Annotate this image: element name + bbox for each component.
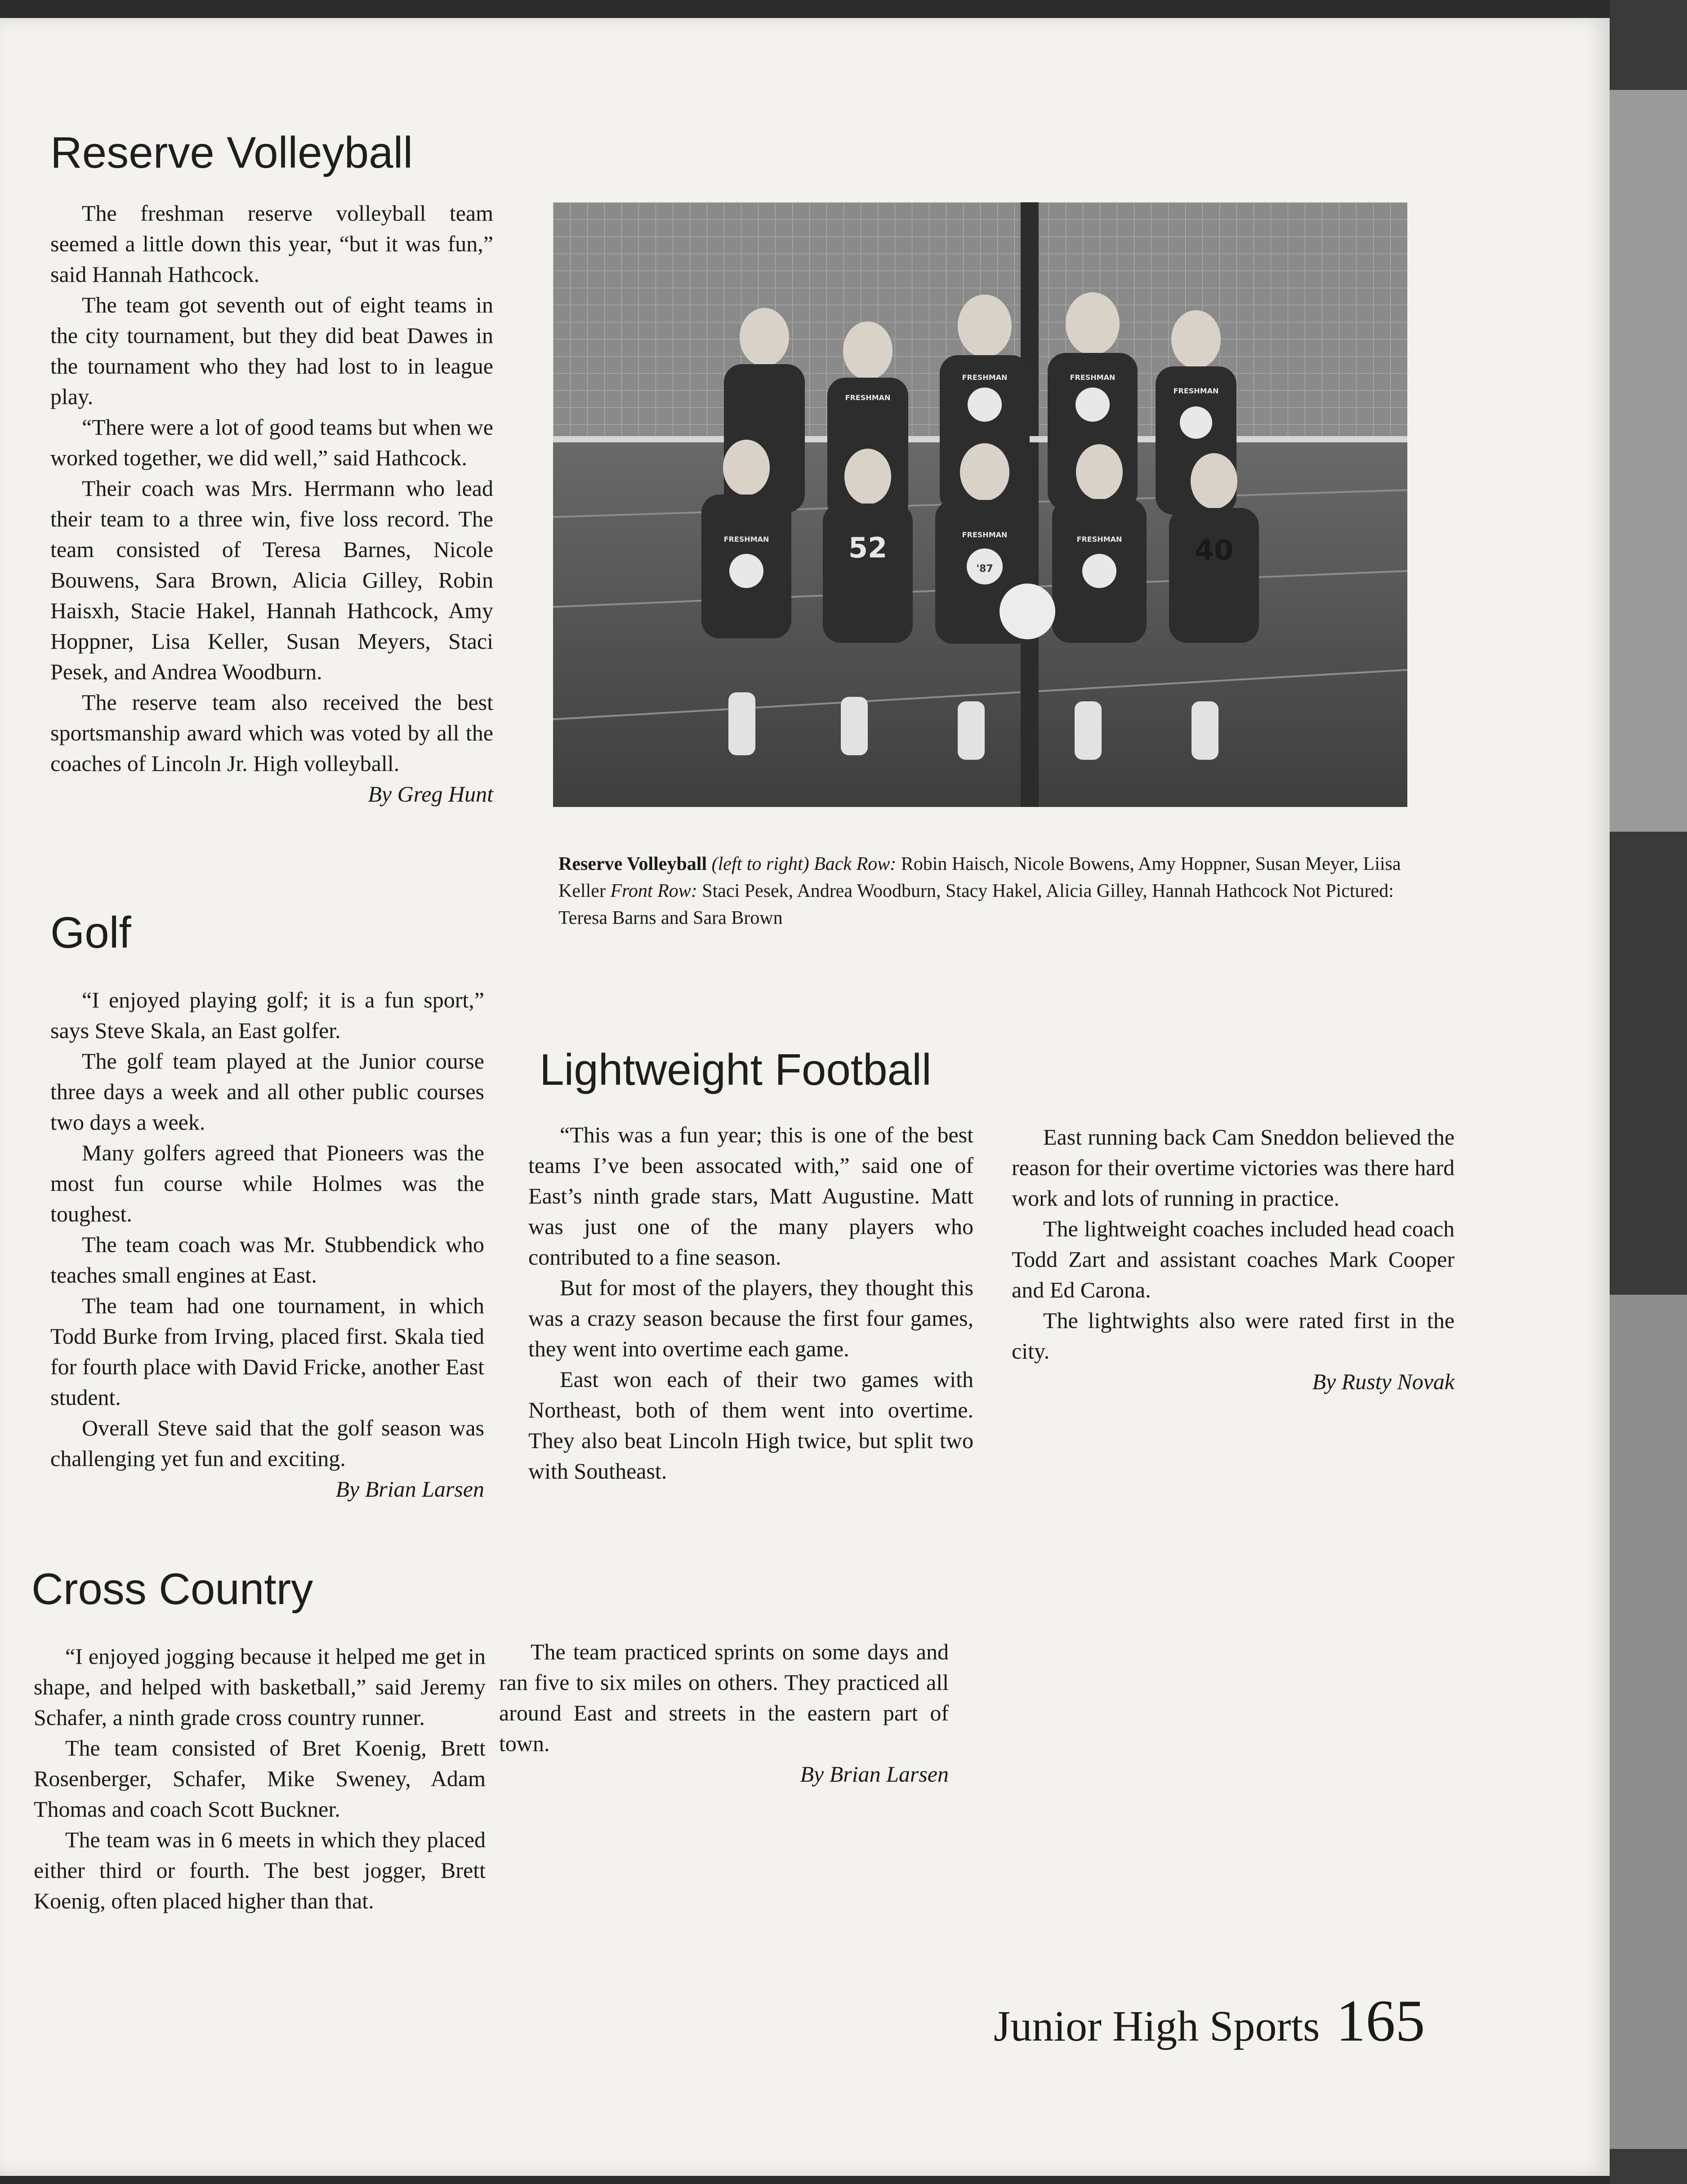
article-paragraph: But for most of the players, they thought this was a crazy season because the first four games, they went into overtime each game. bbox=[528, 1275, 973, 1361]
article-paragraph: The team coach was Mr. Stubbendick who teaches small engines at East. bbox=[50, 1232, 484, 1288]
caption-direction: (left to right) bbox=[711, 854, 809, 874]
article-paragraph: East running back Cam Sneddon believed the reason for their overtime victories was there hard work and lots of running in practice. bbox=[1012, 1124, 1455, 1211]
article-paragraph: The lightwights also were rated first in the city. bbox=[1012, 1308, 1455, 1364]
jersey-text: FRESHMAN bbox=[962, 373, 1008, 382]
byline: By Brian Larsen bbox=[335, 1476, 484, 1502]
article-paragraph: Their coach was Mrs. Herrmann who lead their team to a three win, five loss record. The team consisted of Teresa Barnes, Nicole Bouwens, Sara Brown, Alicia Gilley, Robin Haisxh, Stacie Hakel, Hannah Hathcock, Amy Hoppner, Lisa Keller, Susan Meyers, Staci Pesek, and Andrea Woodburn. bbox=[50, 476, 493, 684]
caption-front-names: Staci Pesek, Andrea Woodburn, Stacy Hakel, Alicia Gilley, Hannah Hathcock bbox=[702, 881, 1288, 901]
article-paragraph: The team was in 6 meets in which they placed either third or fourth. The best jogger, Brett Koenig, often placed higher than that. bbox=[34, 1827, 486, 1913]
page-edge-tab bbox=[1610, 90, 1687, 832]
volleyball-heading: Reserve Volleyball bbox=[50, 128, 413, 177]
football-article-col1 bbox=[528, 1119, 973, 1486]
caption-not-pictured: Not Pictured: Teresa Barns and Sara Brown bbox=[558, 881, 1394, 928]
article-paragraph: “There were a lot of good teams but when we worked together, we did well,” said Hathcock. bbox=[50, 415, 493, 470]
jersey-number: 40 bbox=[1194, 534, 1234, 566]
byline: By Brian Larsen bbox=[800, 1761, 949, 1787]
article-paragraph: The team got seventh out of eight teams in the city tournament, but they did beat Dawes in the tournament who they had lost to in league play. bbox=[50, 292, 493, 409]
golf-article bbox=[50, 985, 484, 1504]
page-footer bbox=[994, 1986, 1425, 2055]
jersey-year: '87 bbox=[976, 563, 993, 575]
article-paragraph: “This was a fun year; this is one of the best teams I’ve been assocated with,” said one of East’s ninth grade stars, Matt Augustine. Matt was just one of the many players who contributed to a fine season. bbox=[528, 1122, 973, 1270]
footer-section: Junior High Sports bbox=[994, 2002, 1320, 2050]
article-paragraph: Many golfers agreed that Pioneers was the most fun course while Holmes was the toughest. bbox=[50, 1140, 484, 1226]
team-photo-image bbox=[553, 202, 1407, 807]
byline: By Greg Hunt bbox=[368, 781, 493, 807]
article-paragraph: The freshman reserve volleyball team seemed a little down this year, “but it was fun,” said Hannah Hathcock. bbox=[50, 201, 493, 287]
football-article-col2 bbox=[1012, 1122, 1455, 1397]
football-heading: Lightweight Football bbox=[540, 1045, 932, 1094]
page-number: 165 bbox=[1336, 1988, 1425, 2054]
jersey-text: FRESHMAN bbox=[962, 530, 1008, 539]
jersey-number: 52 bbox=[848, 531, 888, 564]
cross-country-article-col1 bbox=[34, 1641, 486, 1916]
article-paragraph: The team consisted of Bret Koenig, Brett Rosenberger, Schafer, Mike Sweney, Adam Thomas and coach Scott Buckner. bbox=[34, 1735, 486, 1822]
caption-title: Reserve Volleyball bbox=[558, 854, 707, 874]
byline: By Rusty Novak bbox=[1312, 1369, 1455, 1394]
caption-back-label: Back Row: bbox=[814, 854, 897, 874]
jersey-text: FRESHMAN bbox=[723, 535, 769, 544]
article-paragraph: “I enjoyed playing golf; it is a fun sport,” says Steve Skala, an East golfer. bbox=[50, 987, 484, 1043]
volleyball-ball bbox=[1000, 584, 1055, 639]
jersey-text: FRESHMAN bbox=[845, 393, 891, 402]
jersey-text: FRESHMAN bbox=[1070, 373, 1116, 382]
jersey-text: FRESHMAN bbox=[1173, 387, 1219, 395]
team-photo bbox=[553, 202, 1407, 807]
article-paragraph: Overall Steve said that the golf season was challenging yet fun and exciting. bbox=[50, 1415, 484, 1471]
yearbook-page bbox=[0, 18, 1610, 2176]
caption-front-label: Front Row: bbox=[610, 881, 697, 901]
article-paragraph: “I enjoyed jogging because it helped me get in shape, and helped with basketball,” said Jeremy Schafer, a ninth grade cross country runner. bbox=[34, 1644, 486, 1730]
cross-country-article-col2 bbox=[499, 1636, 949, 1789]
page-edge-tab bbox=[1610, 1295, 1687, 2149]
photo-caption bbox=[558, 851, 1404, 932]
jersey-text: FRESHMAN bbox=[1076, 535, 1122, 544]
article-paragraph: The reserve team also received the best sportsmanship award which was voted by all the coaches of Lincoln Jr. High volleyball. bbox=[50, 690, 493, 776]
article-paragraph: The team had one tournament, in which Todd Burke from Irving, placed first. Skala tied for fourth place with David Fricke, another East student. bbox=[50, 1293, 484, 1410]
article-paragraph: The lightweight coaches included head coach Todd Zart and assistant coaches Mark Cooper and Ed Carona. bbox=[1012, 1216, 1455, 1302]
volleyball-article bbox=[50, 198, 493, 809]
caption-back-names: Robin Haisch, Nicole Bowens, Amy Hoppner, Susan Meyer, Liisa Keller bbox=[558, 854, 1401, 901]
article-paragraph: East won each of their two games with Northeast, both of them went into overtime. They also beat Lincoln High twice, but split two with Southeast. bbox=[528, 1367, 973, 1484]
cross-country-heading: Cross Country bbox=[31, 1564, 313, 1613]
article-paragraph: The team practiced sprints on some days and ran five to six miles on others. They practiced all around East and streets in the eastern part of town. bbox=[499, 1639, 949, 1756]
article-paragraph: The golf team played at the Junior course three days a week and all other public courses two days a week. bbox=[50, 1048, 484, 1135]
golf-heading: Golf bbox=[50, 908, 131, 957]
